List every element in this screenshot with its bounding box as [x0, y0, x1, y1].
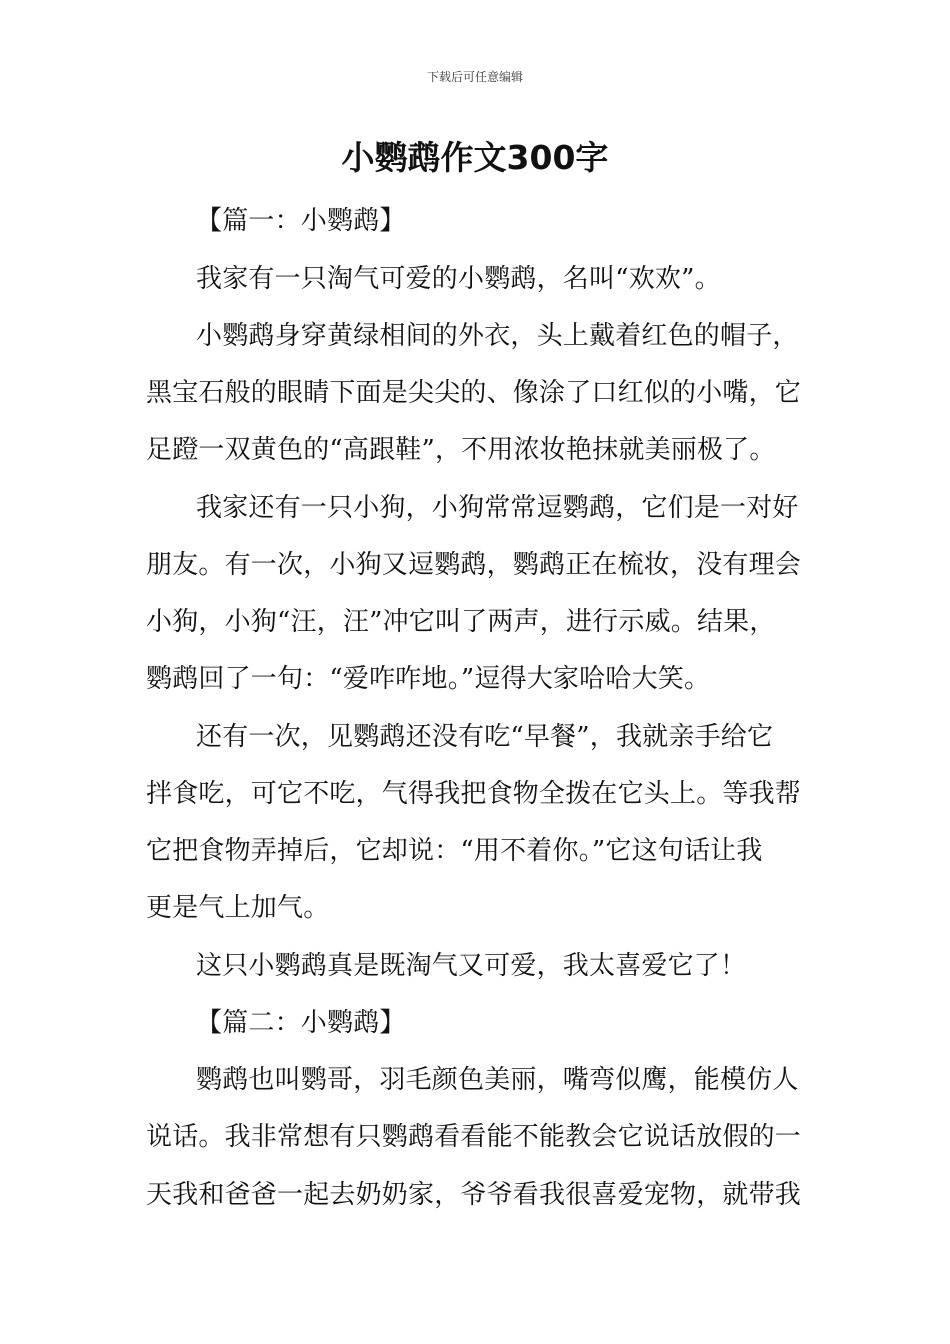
document-title: 小鹦鹉作文300字 — [341, 138, 609, 177]
paragraph-line: 鹦鹉也叫鹦哥，羽毛颜色美丽，嘴弯似鹰，能模仿人 — [196, 1065, 799, 1095]
paragraph-line: 天我和爸爸一起去奶奶家，爷爷看我很喜爱宠物，就带我 — [146, 1180, 802, 1210]
paragraph-line: 小鹦鹉身穿黄绿相间的外衣，头上戴着红色的帽子， — [196, 321, 799, 351]
paragraph-line: 黑宝石般的眼睛下面是尖尖的、像涂了口红似的小嘴，它 — [146, 378, 802, 408]
paragraph-line: 朋友。有一次，小狗又逗鹦鹉，鹦鹉正在梳妆，没有理会 — [146, 550, 802, 580]
section-heading-2: 【篇二：小鹦鹉】 — [196, 1008, 406, 1038]
paragraph-line: 还有一次，见鹦鹉还没有吃“早餐”，我就亲手给它 — [196, 722, 774, 752]
paragraph-line: 拌食吃，可它不吃，气得我把食物全拨在它头上。等我帮 — [146, 779, 802, 809]
header-note: 下载后可任意编辑 — [426, 70, 523, 84]
paragraph-line: 我家还有一只小狗，小狗常常逗鹦鹉，它们是一对好 — [196, 493, 799, 523]
paragraph-line: 更是气上加气。 — [146, 893, 330, 923]
paragraph-line: 这只小鹦鹉真是既淘气又可爱，我太喜爱它了！ — [196, 951, 747, 981]
paragraph-line: 鹦鹉回了一句：“爱咋咋地。”逗得大家哈哈大笑。 — [146, 664, 711, 694]
section-heading-1: 【篇一：小鹦鹉】 — [196, 206, 406, 236]
paragraph-line: 小狗，小狗“汪，汪”冲它叫了两声，进行示威。结果， — [146, 607, 776, 637]
paragraph-line: 足蹬一双黄色的“高跟鞋”，不用浓妆艳抹就美丽极了。 — [146, 435, 776, 465]
paragraph-line: 它把食物弄掉后，它却说：“用不着你。”它这句话让我 — [146, 836, 763, 866]
paragraph-line: 我家有一只淘气可爱的小鹦鹉，名叫“欢欢”。 — [196, 264, 721, 294]
paragraph-line: 说话。我非常想有只鹦鹉看看能不能教会它说话放假的一 — [146, 1122, 802, 1152]
